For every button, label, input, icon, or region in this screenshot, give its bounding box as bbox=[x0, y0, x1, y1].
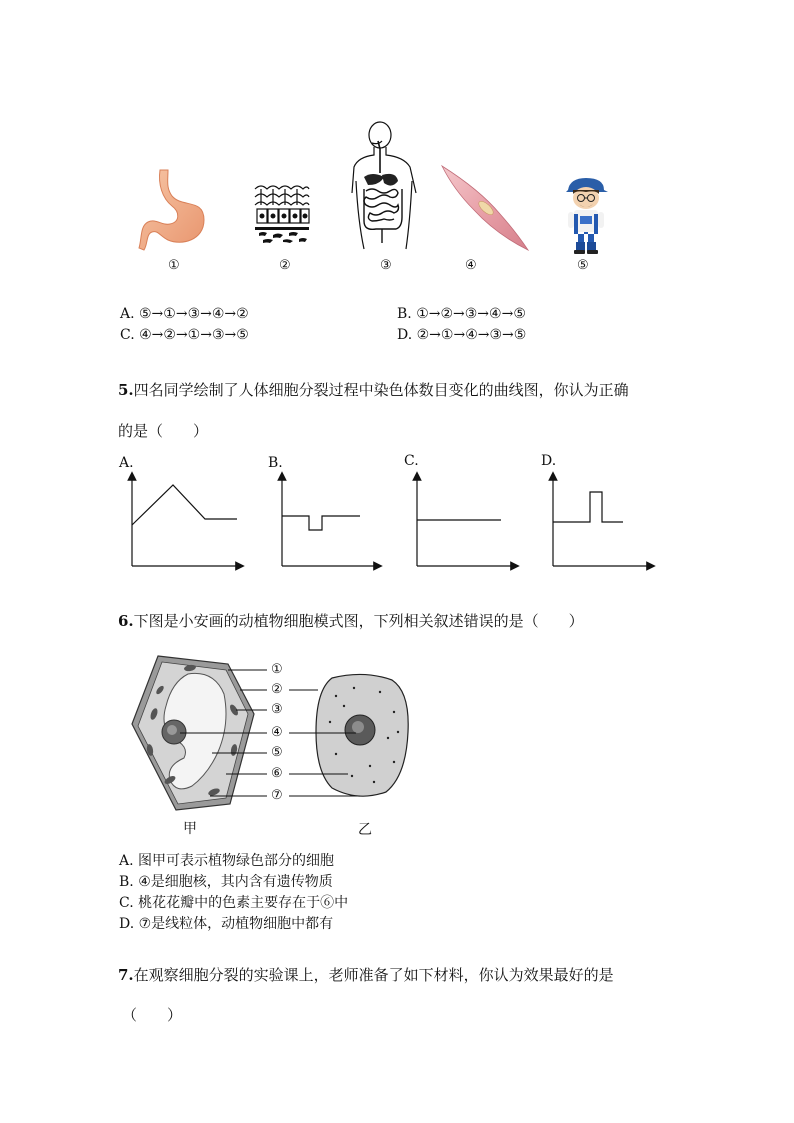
callout-6: ⑥ bbox=[271, 766, 283, 781]
animal-cell-label: 乙 bbox=[358, 822, 372, 838]
q6-option-b[interactable]: B. ④是细胞核，其内含有遗传物质 bbox=[119, 874, 333, 890]
q4-option-a[interactable]: A. ⑤→①→③→④→② bbox=[120, 306, 249, 322]
image-label-1: ① bbox=[168, 258, 180, 273]
q6-option-a[interactable]: A. 图甲可表示植物绿色部分的细胞 bbox=[119, 853, 335, 869]
image-label-2: ② bbox=[279, 258, 291, 273]
q7-stem-text: 在观察细胞分裂的实验课上，老师准备了如下材料，你认为效果最好的是 bbox=[133, 966, 614, 984]
q7-number: 7. bbox=[118, 966, 134, 984]
callout-2: ② bbox=[271, 682, 283, 697]
q6-option-d[interactable]: D. ⑦是线粒体，动植物细胞中都有 bbox=[119, 916, 334, 932]
callout-7: ⑦ bbox=[271, 788, 283, 803]
callout-4: ④ bbox=[271, 725, 283, 740]
q5-graph-label-b[interactable]: B. bbox=[268, 455, 283, 471]
image-label-4: ④ bbox=[465, 258, 477, 273]
q4-option-c[interactable]: C. ④→②→①→③→⑤ bbox=[120, 327, 249, 343]
image-label-3: ③ bbox=[380, 258, 392, 273]
callout-1: ① bbox=[271, 662, 283, 677]
q7-stem-line2: （ ） bbox=[122, 1006, 183, 1024]
q5-stem-line1: 四名同学绘制了人体细胞分裂过程中染色体数目变化的曲线图，你认为正确 bbox=[133, 381, 629, 399]
plant-cell-label: 甲 bbox=[183, 821, 197, 837]
q7-stem bbox=[118, 964, 614, 985]
q4-option-b[interactable]: B. ①→②→③→④→⑤ bbox=[397, 306, 526, 322]
q5-graph-label-c[interactable]: C. bbox=[404, 453, 419, 469]
q6-option-c[interactable]: C. 桃花花瓣中的色素主要存在于⑥中 bbox=[119, 895, 349, 911]
q6-number: 6. bbox=[118, 612, 134, 630]
q5-stem-line2: 的是（ ） bbox=[118, 422, 209, 440]
q5-number: 5. bbox=[118, 381, 134, 399]
q6-stem-text: 下图是小安画的动植物细胞模式图，下列相关叙述错误的是（ ） bbox=[133, 612, 584, 630]
image-label-5: ⑤ bbox=[577, 258, 589, 273]
q4-option-d[interactable]: D. ②→①→④→③→⑤ bbox=[397, 327, 527, 343]
q5-graph-label-d[interactable]: D. bbox=[541, 453, 557, 469]
q5-graph-label-a[interactable]: A. bbox=[119, 455, 134, 471]
callout-3: ③ bbox=[271, 702, 283, 717]
callout-5: ⑤ bbox=[271, 745, 283, 760]
